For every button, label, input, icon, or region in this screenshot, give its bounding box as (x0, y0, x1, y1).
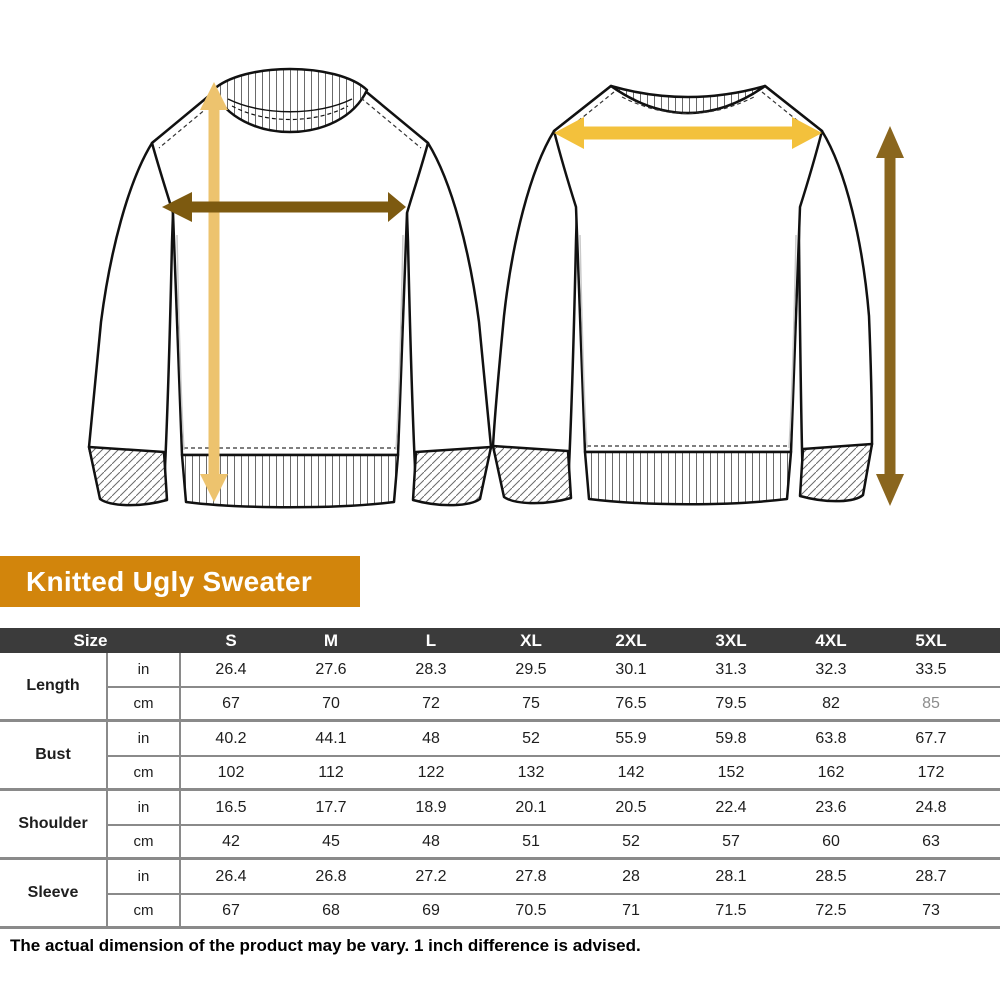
size-value: 33.5 (915, 660, 947, 678)
table-body (0, 653, 1000, 929)
title-banner (0, 556, 360, 607)
row-filler (981, 653, 1000, 686)
size-value: 60 (781, 824, 881, 857)
size-value: 30.1 (615, 660, 647, 678)
size-value: 142 (581, 755, 681, 788)
size-value: 20.5 (615, 798, 647, 816)
size-col-header: 3XL (715, 630, 747, 650)
size-value: 28.5 (815, 867, 847, 885)
unit-label: cm (108, 686, 181, 719)
size-value: 28.1 (715, 867, 747, 885)
size-value: 48 (422, 729, 440, 747)
size-value: 75 (481, 686, 581, 719)
size-value: 45 (281, 824, 381, 857)
size-value: 23.6 (815, 798, 847, 816)
measurement-label: Shoulder (0, 791, 108, 857)
size-value: 76.5 (581, 686, 681, 719)
back-hem-band (585, 452, 791, 504)
size-value: 70.5 (481, 893, 581, 926)
size-value: 31.3 (715, 660, 747, 678)
size-value: 20.1 (515, 798, 547, 816)
size-value: 24.8 (915, 798, 947, 816)
size-value: 132 (481, 755, 581, 788)
size-value: 52 (522, 729, 540, 747)
size-value: 28.3 (415, 660, 447, 678)
size-col-header: 5XL (915, 630, 947, 650)
size-value: 122 (381, 755, 481, 788)
size-value: 70 (281, 686, 381, 719)
row-filler (981, 722, 1000, 755)
size-value: 162 (781, 755, 881, 788)
size-value: 112 (281, 755, 381, 788)
row-filler (981, 824, 1000, 857)
size-col-header: M (323, 630, 339, 650)
size-value: 82 (781, 686, 881, 719)
size-value: 72.5 (781, 893, 881, 926)
size-value: 28.7 (915, 867, 947, 885)
size-value: 48 (381, 824, 481, 857)
front-left-cuff (89, 447, 167, 505)
size-value: 79.5 (681, 686, 781, 719)
sweater-back-view (493, 86, 904, 506)
measurement-label: Sleeve (0, 860, 108, 926)
size-value: 32.3 (815, 660, 847, 678)
size-value: 27.6 (315, 660, 347, 678)
measurement-group-shoulder (0, 788, 1000, 857)
size-value: 85 (881, 686, 981, 719)
size-value: 72 (381, 686, 481, 719)
size-value: 44.1 (315, 729, 347, 747)
size-value: 26.8 (315, 867, 347, 885)
unit-label: in (108, 860, 181, 893)
row-filler (981, 755, 1000, 788)
unit-label: in (108, 653, 181, 686)
size-value: 18.9 (415, 798, 447, 816)
unit-label: in (108, 791, 181, 824)
size-value: 102 (181, 755, 281, 788)
size-col-header: S (225, 630, 237, 650)
front-right-cuff (413, 447, 491, 505)
size-value: 152 (681, 755, 781, 788)
row-filler (981, 860, 1000, 893)
size-value: 55.9 (615, 729, 647, 747)
size-value: 51 (481, 824, 581, 857)
size-header-label: Size (73, 630, 108, 650)
size-value: 17.7 (315, 798, 347, 816)
size-value: 172 (881, 755, 981, 788)
back-left-cuff (493, 446, 571, 503)
size-value: 52 (581, 824, 681, 857)
unit-label: cm (108, 893, 181, 926)
size-value: 63 (881, 824, 981, 857)
size-value: 42 (181, 824, 281, 857)
size-value: 63.8 (815, 729, 847, 747)
size-value: 26.4 (215, 660, 247, 678)
size-value: 16.5 (215, 798, 247, 816)
disclaimer-note: The actual dimension of the product may be vary. 1 inch difference is advised. (10, 936, 641, 955)
sweater-front-view (89, 69, 491, 507)
size-value: 26.4 (215, 867, 247, 885)
sleeve-arrow (876, 126, 904, 506)
measurement-label: Length (0, 653, 108, 719)
size-value: 71 (581, 893, 681, 926)
size-value: 28 (622, 867, 640, 885)
size-value: 67.7 (915, 729, 947, 747)
measurement-group-length (0, 653, 1000, 719)
table-header-row (0, 628, 1000, 653)
row-filler (981, 686, 1000, 719)
back-right-cuff (800, 444, 872, 501)
measurement-group-sleeve (0, 857, 1000, 926)
measurement-label: Bust (0, 722, 108, 788)
size-value: 67 (181, 893, 281, 926)
size-value: 68 (281, 893, 381, 926)
size-col-header: 2XL (615, 630, 647, 650)
size-value: 67 (181, 686, 281, 719)
size-value: 27.8 (515, 867, 547, 885)
size-chart-table (0, 628, 1000, 929)
size-value: 22.4 (715, 798, 747, 816)
size-value: 57 (681, 824, 781, 857)
size-value: 73 (881, 893, 981, 926)
row-filler (981, 893, 1000, 926)
row-filler (981, 791, 1000, 824)
product-title: Knitted Ugly Sweater (26, 566, 313, 597)
size-col-header: L (425, 630, 437, 650)
size-value: 29.5 (515, 660, 547, 678)
unit-label: cm (108, 824, 181, 857)
measurement-group-bust (0, 719, 1000, 788)
size-col-header: XL (520, 630, 542, 650)
size-value: 27.2 (415, 867, 447, 885)
size-value: 59.8 (715, 729, 747, 747)
unit-label: in (108, 722, 181, 755)
size-value: 71.5 (681, 893, 781, 926)
size-value: 40.2 (215, 729, 247, 747)
size-col-header: 4XL (815, 630, 847, 650)
size-value: 69 (381, 893, 481, 926)
unit-label: cm (108, 755, 181, 788)
